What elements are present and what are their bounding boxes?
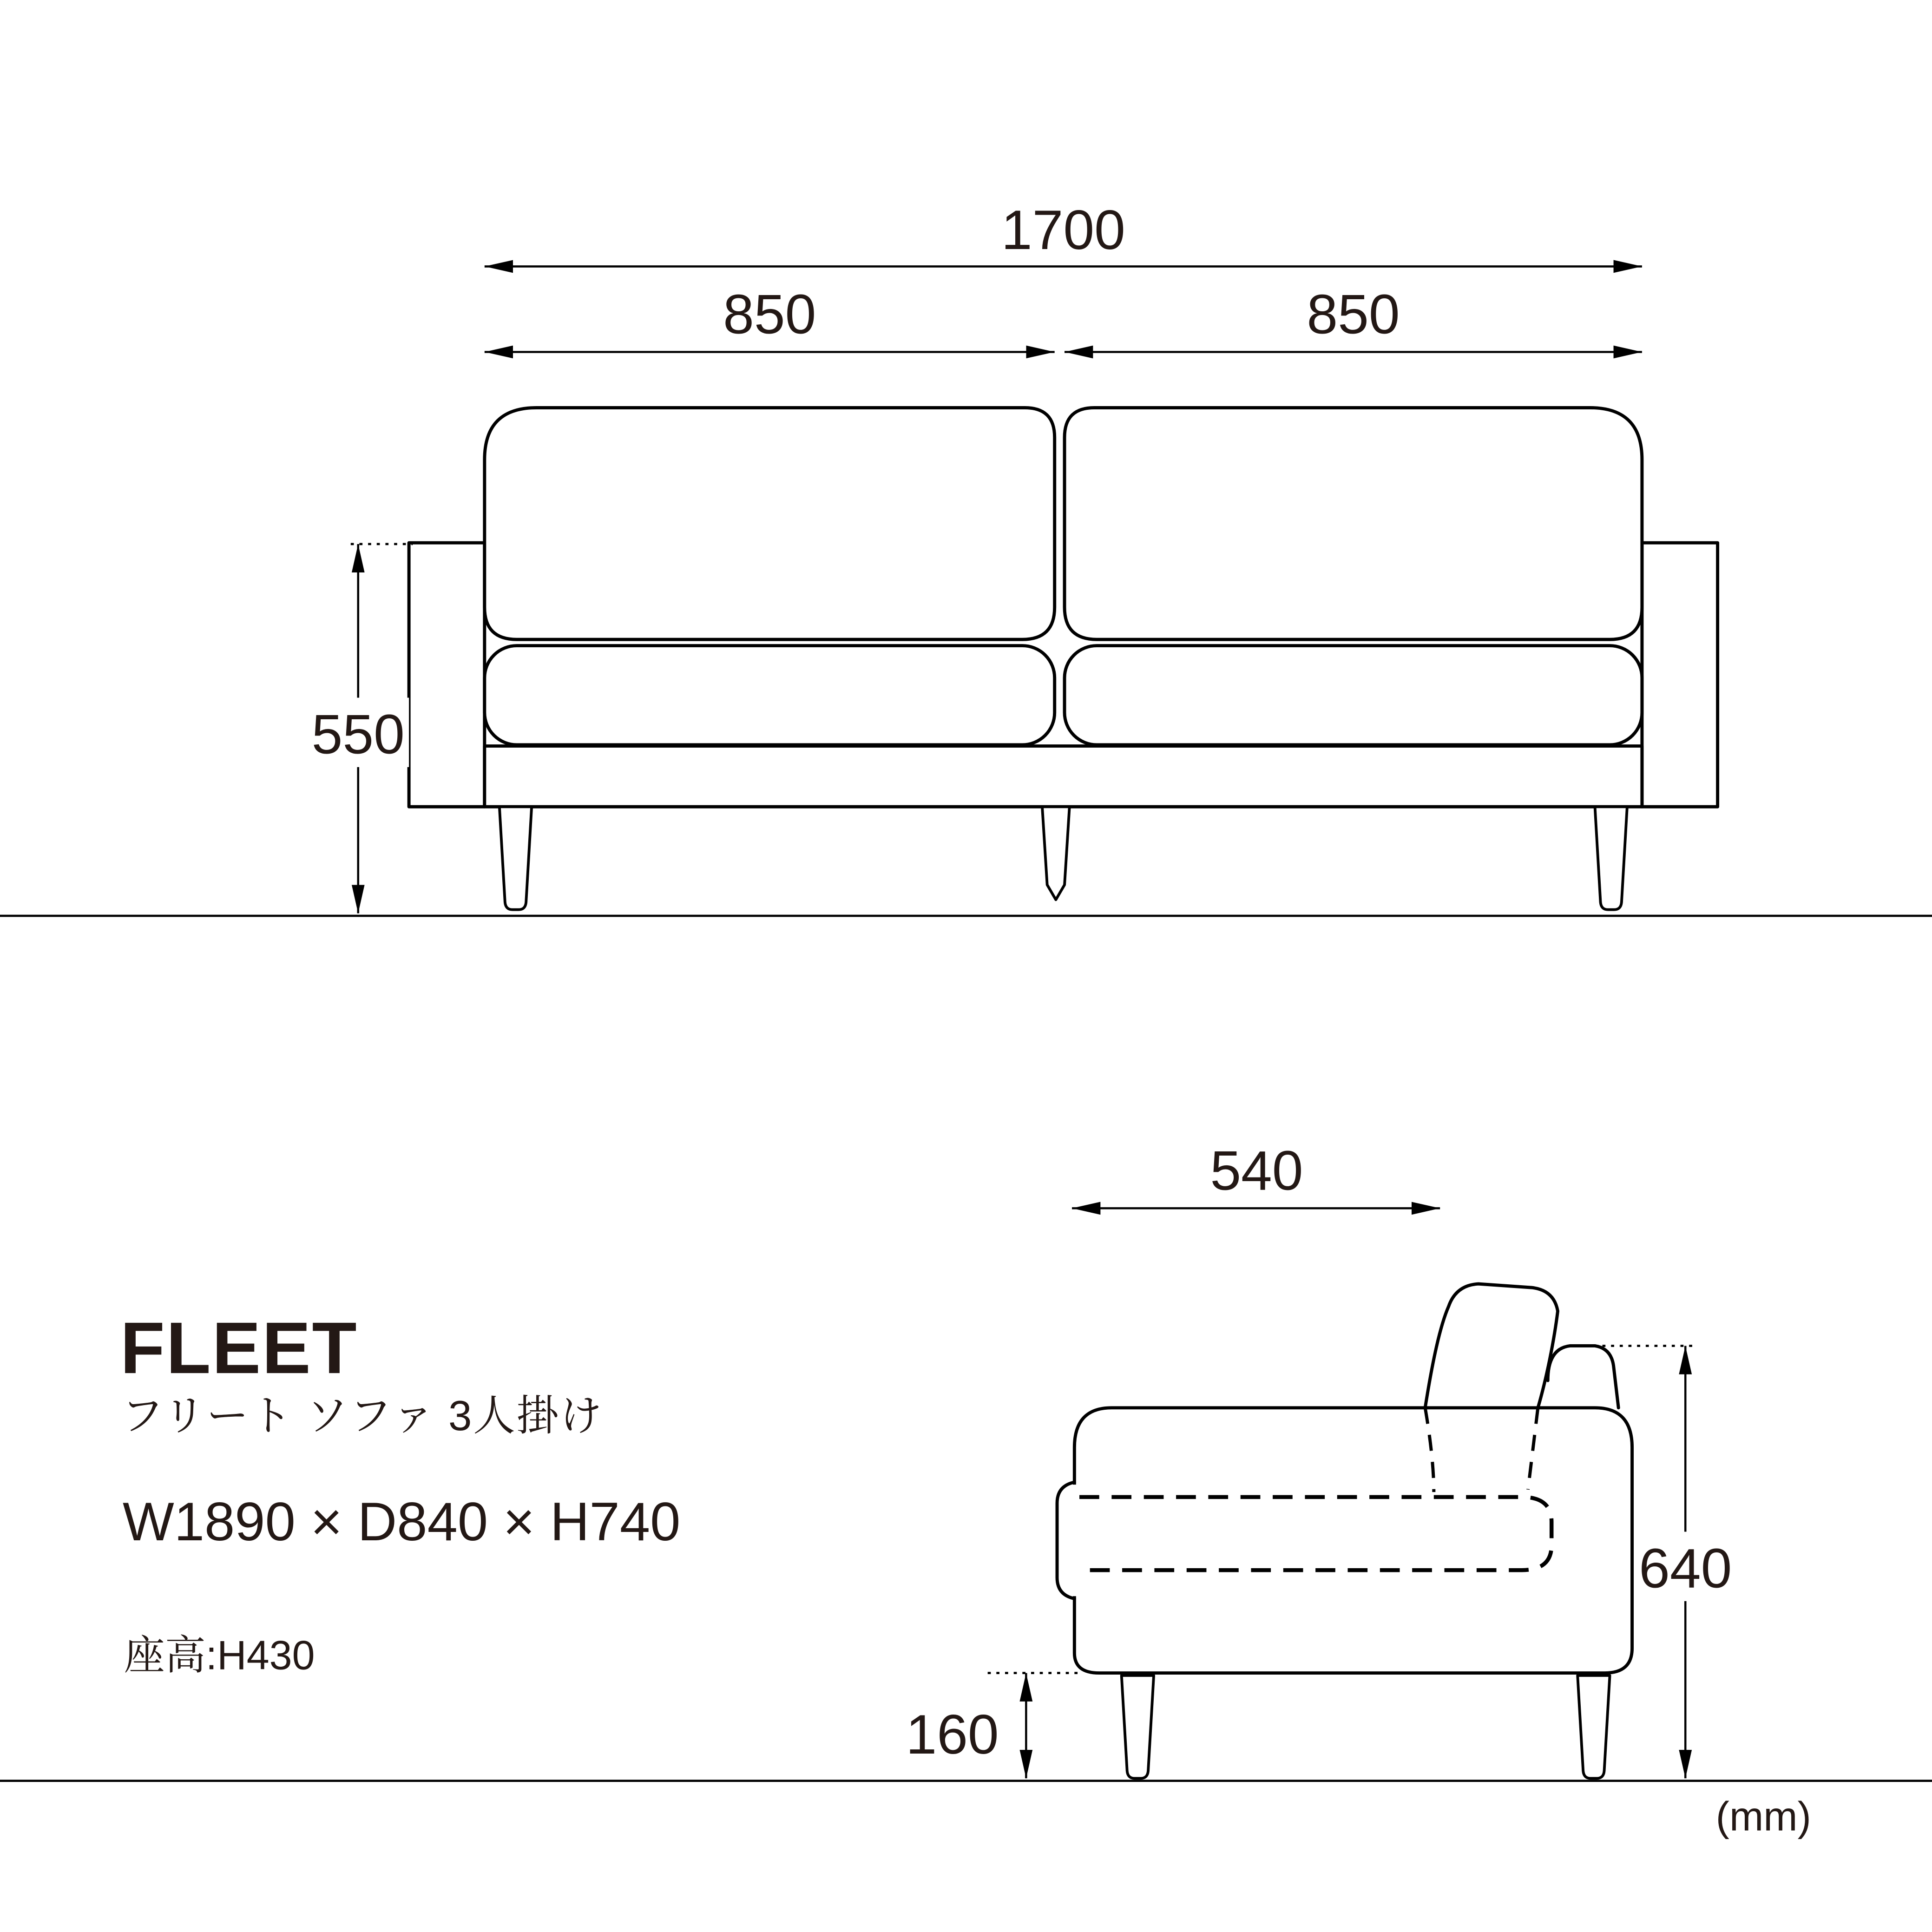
armrest-left (409, 543, 485, 807)
dim-seat-depth-label: 540 (1210, 1139, 1303, 1202)
backrest-cushion (1425, 1284, 1557, 1408)
side-body-armrest-panel (1074, 1408, 1632, 1673)
dim-arm-height (307, 544, 413, 913)
side-view (0, 1139, 1932, 1839)
dim-arm-height-label: 550 (311, 703, 405, 766)
unit-note-label: (mm) (1715, 1793, 1811, 1840)
seat-height-note: 座高:H430 (124, 1632, 315, 1678)
dim-seat-width-right (1065, 283, 1642, 352)
title-block (120, 1308, 681, 1678)
leg-side-front (1122, 1676, 1154, 1778)
leg-side-rear (1577, 1676, 1610, 1778)
back-cushion-left (485, 407, 1055, 639)
dim-seat-depth (1072, 1139, 1440, 1208)
overall-dimensions: W1890 × D840 × H740 (123, 1491, 681, 1552)
dim-back-height-label: 640 (1639, 1537, 1732, 1600)
front-view (0, 199, 1932, 916)
base-frame (485, 746, 1642, 807)
armrest-right (1642, 543, 1718, 807)
leg-front-right (1595, 807, 1627, 909)
back-frame (1548, 1346, 1618, 1407)
seat-cushion-right (1065, 646, 1642, 745)
dim-leg-clearance (906, 1673, 1082, 1779)
dim-seat-width-left (485, 283, 1055, 352)
product-name-ja: フリート ソファ 3人掛け (121, 1392, 604, 1439)
back-cushion-right (1065, 407, 1642, 639)
dim-seat-width-right-label: 850 (1307, 283, 1400, 346)
seat-cushion-left (485, 646, 1055, 745)
dim-total-width (485, 199, 1642, 266)
dim-leg-clearance-label: 160 (906, 1703, 999, 1766)
dim-seat-width-left-label: 850 (723, 283, 816, 346)
dim-total-width-label: 1700 (1001, 199, 1125, 262)
product-name: FLEET (120, 1308, 358, 1389)
leg-center-rear (1042, 807, 1070, 900)
leg-front-left (499, 807, 532, 909)
